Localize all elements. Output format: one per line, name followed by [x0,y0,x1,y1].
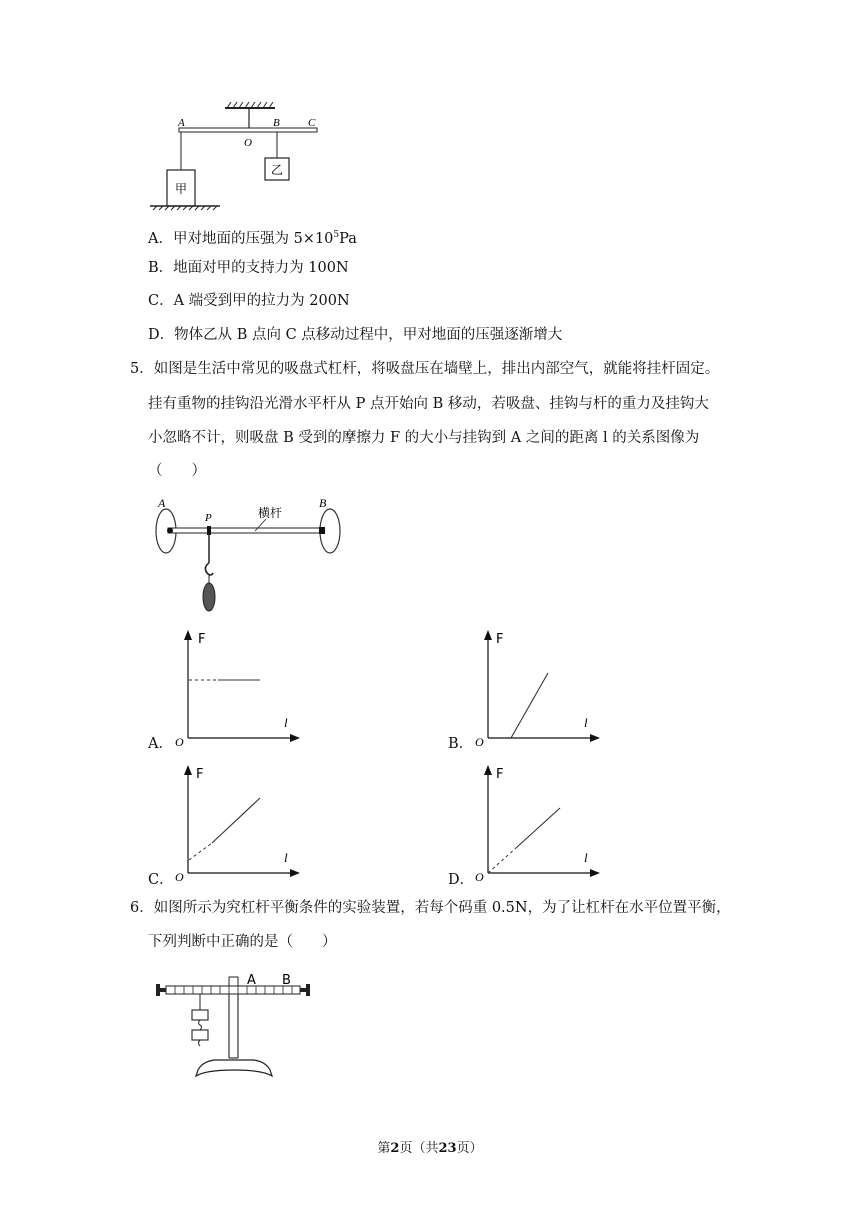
q5-graph-b-ylabel: F [496,632,504,647]
q5-graph-d [470,760,610,885]
q4-label-O: O [244,137,252,149]
q4-option-c: C．A 端受到甲的拉力为 200N [148,293,350,309]
q5-graph-d-xlabel: l [584,850,588,865]
q5-graph-c-ylabel: F [196,767,204,782]
q5-option-d-label: D． [448,872,475,888]
q5-label-B: B [319,496,327,510]
q6-label-B: B [282,973,291,988]
q5-graph-b-xlabel: l [584,715,588,730]
q5-option-a-label: A． [148,736,173,752]
q6-label-A: A [247,973,256,988]
q5-graph-b-origin: O [475,735,484,749]
q5-line-4: （ ） [148,463,206,479]
page-total: 23 [438,1141,457,1156]
q4-label-A: A [178,117,185,129]
q5-label-A: A [158,496,166,510]
q5-graph-c [170,760,310,885]
q5-label-P: P [205,512,212,524]
page-footer: 第2页（共23页） [377,1141,483,1156]
q4-option-d: D．物体乙从 B 点向 C 点移动过程中，甲对地面的压强逐渐增大 [148,327,563,343]
q5-graph-a-xlabel: l [284,715,288,730]
q5-line-1: 5．如图是生活中常见的吸盘式杠杆，将吸盘压在墙壁上，排出内部空气，就能将挂杆固定。 [130,361,720,377]
q4-option-b: B．地面对甲的支持力为 100N [148,260,349,276]
q4-option-a-exponent: 5 [333,230,340,240]
q5-graph-a-ylabel: F [198,632,206,647]
q5-line-3: 小忽略不计，则吸盘 B 受到的摩擦力 F 的大小与挂钩到 A 之间的距离 l 的关系图像为 [148,430,700,446]
q5-graph-b [470,625,610,750]
page-number: 2 [390,1141,400,1156]
q4-label-B: B [273,117,280,129]
q5-label-bar: 横杆 [258,506,283,520]
q5-graph-d-origin: O [475,870,484,884]
q4-label-yi: 乙 [271,163,284,177]
q4-option-a: A．甲对地面的压强为 $5\times 10^5Pa$ [148,230,357,247]
q6-lever-apparatus [150,970,320,1085]
q4-label-C: C [308,117,316,129]
q5-suction-lever-figure [150,495,355,615]
q5-graph-a-origin: O [175,735,184,749]
q4-lever-figure [145,100,345,215]
q5-graph-c-origin: O [175,870,184,884]
q5-graph-a [170,625,310,750]
q5-option-b-label: B． [448,736,474,752]
q6-line-1: 6．如图所示为究杠杆平衡条件的实验装置，若每个码重 0.5N，为了让杠杆在水平位置平衡， [130,900,731,916]
q5-line-2: 挂有重物的挂钩沿光滑水平杆从 P 点开始向 B 移动，若吸盘、挂钩与杆的重力及挂钩大 [148,396,709,412]
q5-graph-c-xlabel: l [284,850,288,865]
q5-option-c-label: C． [148,872,174,888]
q5-graph-d-ylabel: F [496,767,504,782]
q6-line-2: 下列判断中正确的是（ ） [148,934,337,950]
q4-label-jia: 甲 [175,182,188,196]
